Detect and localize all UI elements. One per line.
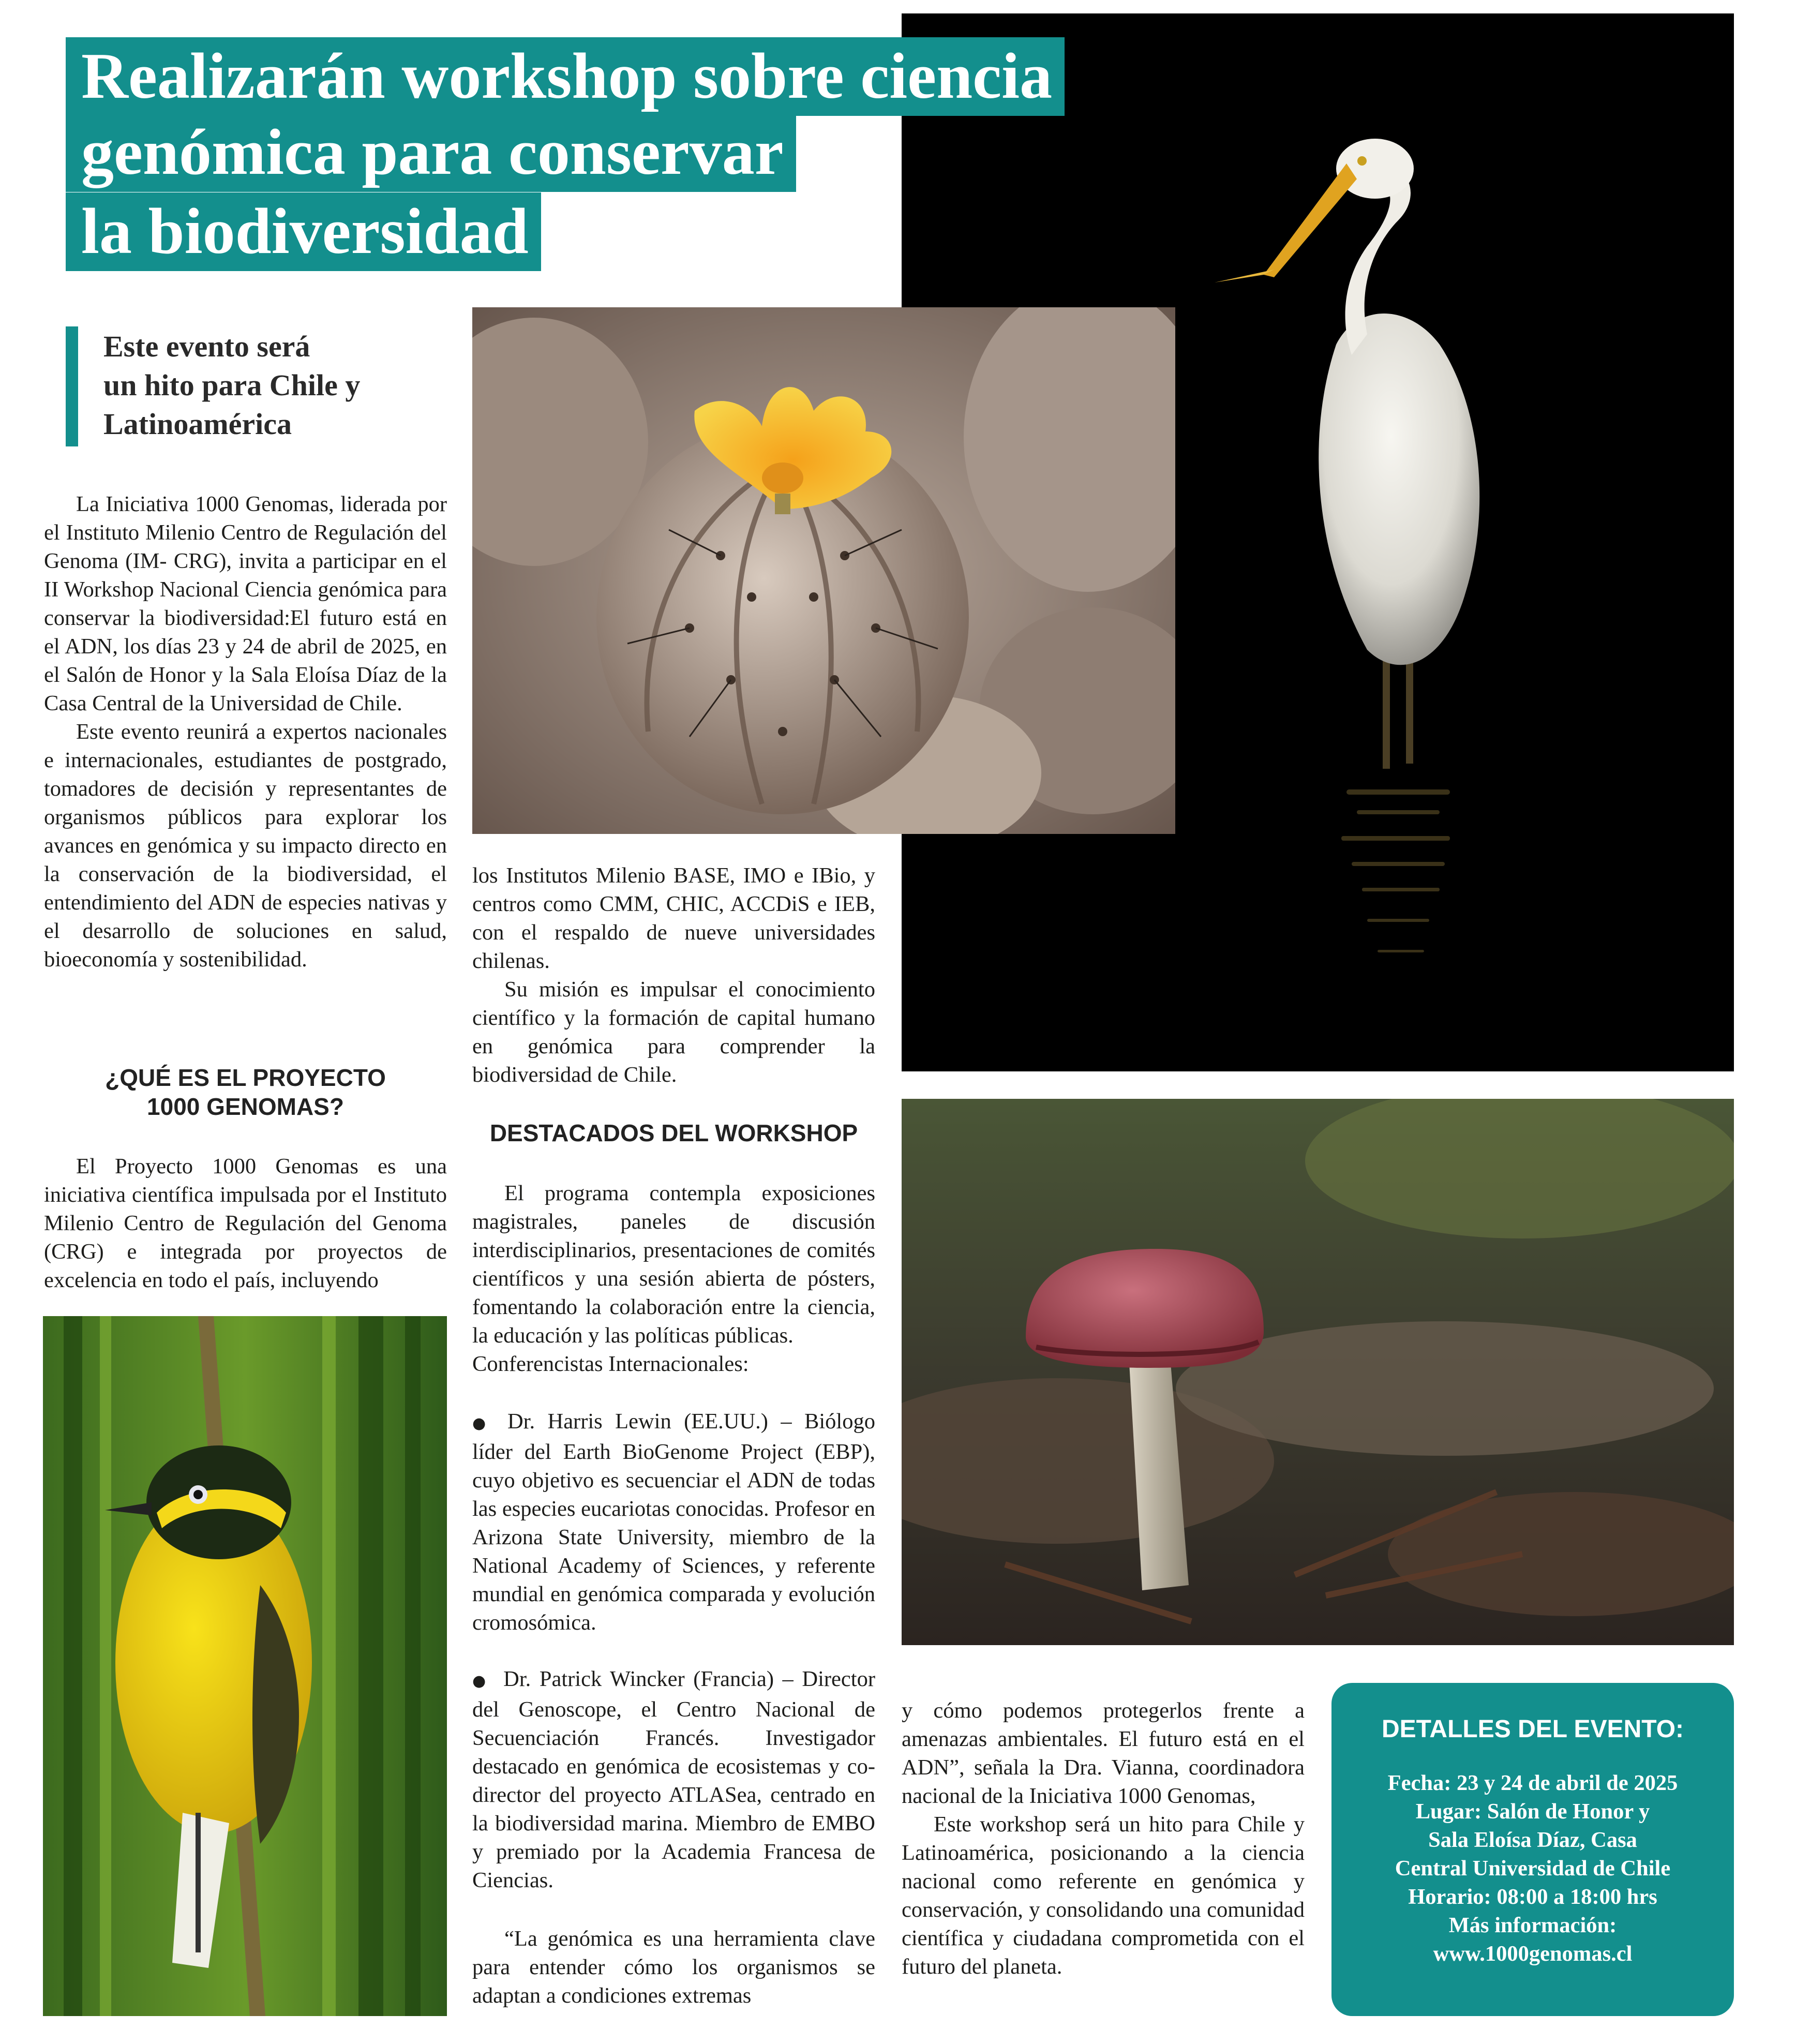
bullet-icon: ● <box>472 1414 493 1433</box>
closing-paragraph: Este workshop será un hito para Chile y Latinoamérica, posicionando a la ciencia nacional como referente en genómica y conservación, y consolidando una comunidad científica y ciudadana comprometida con el futuro del planeta. <box>902 1812 1305 1979</box>
column-2-program <box>472 1179 875 1378</box>
subheadline <box>103 327 424 443</box>
quote-continuation: y cómo podemos protegerlos frente a amenazas ambientales. El futuro está en el ADN”, señala la Dra. Vianna, coordinadora nacional de la Iniciativa 1000 Genomas, <box>902 1698 1305 1808</box>
section-heading-proyecto <box>44 1063 447 1121</box>
headline-line-1: Realizarán workshop sobre ciencia <box>66 37 1065 116</box>
event-details-box <box>1331 1683 1734 2016</box>
event-schedule: Horario: 08:00 a 18:00 hrs <box>1408 1885 1657 1909</box>
column-1-proyecto <box>44 1152 447 1294</box>
event-details-title: DETALLES DEL EVENTO: <box>1381 1715 1684 1743</box>
event-date: Fecha: 23 y 24 de abril de 2025 <box>1387 1771 1678 1795</box>
section-heading-proyecto-line-2: 1000 GENOMAS? <box>147 1093 344 1120</box>
bullet-icon: ● <box>472 1672 489 1690</box>
yellow-bird-photo <box>43 1316 447 2016</box>
event-venue-line-1: Lugar: Salón de Honor y <box>1415 1799 1650 1824</box>
section-heading-destacados: DESTACADOS DEL WORKSHOP <box>489 1120 858 1146</box>
subheadline-accent-bar <box>66 326 78 446</box>
subheadline-line-2: un hito para Chile y <box>103 368 361 402</box>
cactus-photo <box>472 307 1175 834</box>
event-details-lines <box>1331 1769 1734 1968</box>
institutes-paragraph: los Institutos Milenio BASE, IMO e IBio, y centros como CMM, CHIC, ACCDiS e IEB, con el respaldo de nueve universidades chilenas. <box>472 863 875 973</box>
cactus-illustration <box>472 307 1175 834</box>
event-venue-line-3: Central Universidad de Chile <box>1395 1856 1671 1881</box>
speaker-wincker-text: Dr. Patrick Wincker (Francia) – Director del Genoscope, el Centro Nacional de Secuenciación Francés. Investigador destacado en genómica de ecosistemas y co-director del proyecto ATLASea, centrado en la biodiversidad marina. Miembro de EMBO y premiado por la Academia Francesa de Ciencias. <box>472 1667 875 1892</box>
event-more-info-label: Más información: <box>1448 1913 1617 1937</box>
column-2-quote <box>472 1924 875 2010</box>
speaker-bullet-wincker <box>472 1665 875 1894</box>
event-venue-line-2: Sala Eloísa Díaz, Casa <box>1428 1828 1637 1852</box>
mushroom-illustration <box>902 1099 1734 1645</box>
program-paragraph: El programa contempla exposiciones magistrales, paneles de discusión interdisciplinarios, presentaciones de comités científicos y una sesión abierta de pósters, fomentando la colaboración entre la ciencia, la educación y las políticas públicas. <box>472 1181 875 1348</box>
column-2-top <box>472 861 875 1089</box>
proyecto-paragraph: El Proyecto 1000 Genomas es una iniciativa científica impulsada por el Instituto Milenio Centro de Regulación del Genoma (CRG) e integrada por proyectos de excelencia en todo el país, incluyendo <box>44 1154 447 1292</box>
headline-line-2: genómica para conservar <box>66 113 796 192</box>
column-3 <box>902 1696 1305 1981</box>
mission-paragraph: Su misión es impulsar el conocimiento científico y la formación de capital humano en genómica para comprender la biodiversidad de Chile. <box>472 977 875 1087</box>
mushroom-photo <box>902 1099 1734 1645</box>
speakers-label: Conferencistas Internacionales: <box>472 1352 749 1376</box>
subheadline-line-1: Este evento será <box>103 330 310 363</box>
intro-paragraph-2: Este evento reunirá a expertos nacionales e internacionales, estudiantes de postgrado, tomadores de decisión y representantes de organismos públicos para explorar los avances en genómica y su impacto directo en la conservación de la biodiversidad, el entendimiento del ADN de especies nativas y el desarrollo de soluciones en salud, bioeconomía y sostenibilidad. <box>44 720 447 972</box>
event-website-link[interactable]: www.1000genomas.cl <box>1433 1942 1633 1966</box>
speaker-bullet-lewin <box>472 1407 875 1637</box>
speaker-lewin-text: Dr. Harris Lewin (EE.UU.) – Biólogo líder del Earth BioGenome Project (EBP), cuyo objetivo es secuenciar el ADN de todas las especies eucariotas conocidas. Profesor en Arizona State University, miembro de la National Academy of Sciences, y referente mundial en genómica comparada y evolución cromosómica. <box>472 1409 875 1635</box>
quote-paragraph: “La genómica es una herramienta clave para entender cómo los organismos se adaptan a condiciones extremas <box>472 1927 875 2008</box>
yellow-bird-illustration <box>43 1316 447 2016</box>
column-1-intro <box>44 490 447 974</box>
subheadline-line-3: Latinoamérica <box>103 407 292 441</box>
section-heading-proyecto-line-1: ¿QUÉ ES EL PROYECTO <box>105 1064 386 1091</box>
intro-paragraph-1: La Iniciativa 1000 Genomas, liderada por el Instituto Milenio Centro de Regulación del Genoma (IM- CRG), invita a participar en el II Workshop Nacional Ciencia genómica para conservar la biodiversidad:El futuro está en el ADN, los días 23 y 24 de abril de 2025, en el Salón de Honor y la Sala Eloísa Díaz de la Casa Central de la Universidad de Chile. <box>44 492 447 715</box>
headline-line-3: la biodiversidad <box>66 192 541 271</box>
